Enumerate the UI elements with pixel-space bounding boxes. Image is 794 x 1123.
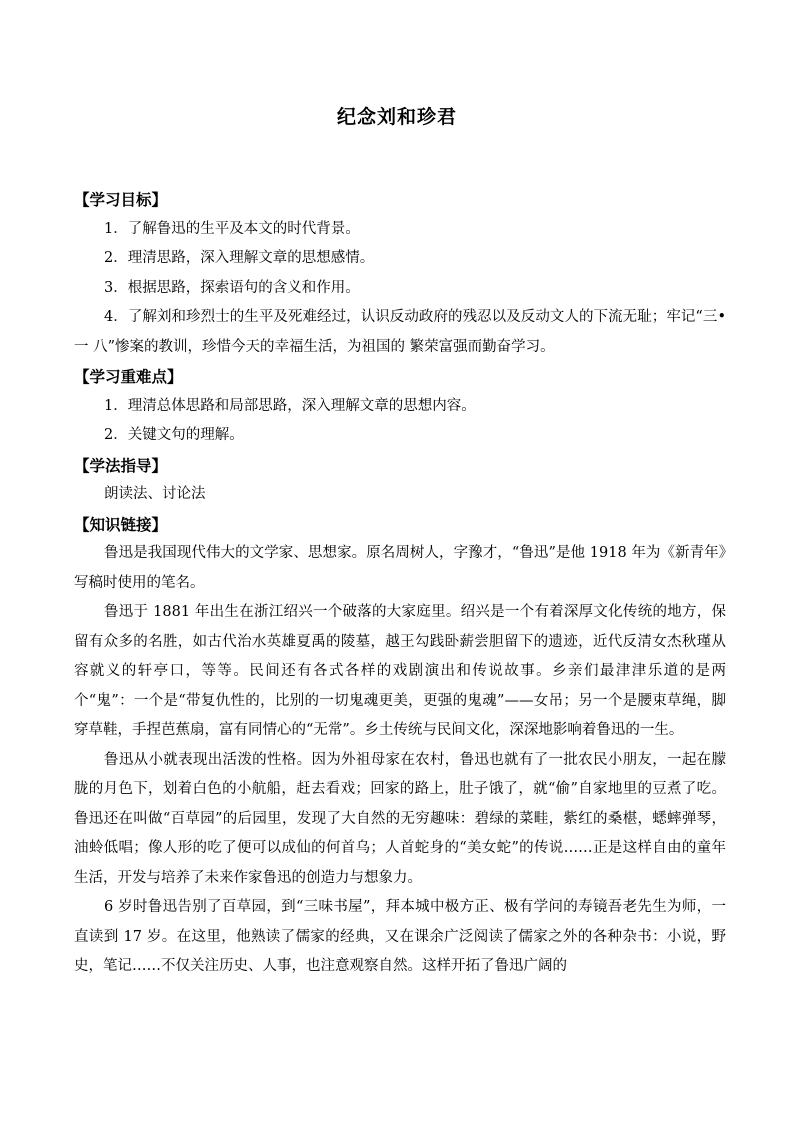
goal-item: 3．根据思路，探索语句的含义和作用。 — [104, 279, 360, 296]
knowledge-paragraph: 鲁迅于 1881 年出生在浙江绍兴一个破落的大家庭里。绍兴是一个有着深厚文化传统的地方，保留有众多的名胜，如古代治水英雄夏禹的陵墓，越王勾践卧薪尝胆留下的遗迹，近代反清女杰秋瑾从容就义的轩亭口，等等。民间还有各式各样的戏剧演出和传说故事。乡亲们最津津乐道的是两个“鬼”：一个是“带复仇性的，比别的一切鬼魂更美，更强的鬼魂”——女吊；另一个是腰束草绳，脚穿草鞋，手捏芭蕉扇，富有同情心的“无常”。乡土传统与民间文化，深深地影响着鲁迅的一生。 — [74, 604, 726, 738]
knowledge-paragraph: 6 岁时鲁迅告别了百草园，到“三味书屋”，拜本城中极方正、极有学问的寿镜吾老先生为师，一直读到 17 岁。在这里，他熟读了儒家的经典，又在课余广泛阅读了儒家之外的各种杂书：小说，野史，笔记……不仅关注历史、人事，也注意观察自然。这样开拓了鲁迅广阔的 — [74, 899, 726, 974]
knowledge-paragraph: 鲁迅是我国现代伟大的文学家、思想家。原名周树人，字豫才，“鲁迅”是他 1918 年为《新青年》写稿时使用的笔名。 — [74, 545, 726, 591]
section-heading-knowledge: 【知识链接】 — [74, 514, 168, 534]
knowledge-paragraph: 鲁迅从小就表现出活泼的性格。因为外祖母家在农村，鲁迅也就有了一批农民小朋友，一起在朦胧的月色下，划着白色的小航船，赶去看戏；回家的路上，肚子饿了，就“偷”自家地里的豆煮了吃。鲁迅还在叫做“百草园”的后园里，发现了大自然的无穷趣味：碧绿的菜畦，紫红的桑椹，蟋蟀弹琴，油蛉低唱；像人形的吃了便可以成仙的何首乌；人首蛇身的“美女蛇”的传说……正是这样自由的童年生活，开发与培养了未来作家鲁迅的创造力与想象力。 — [74, 751, 726, 886]
goal-item: 2．理清思路，深入理解文章的思想感情。 — [104, 250, 375, 266]
section-heading-method: 【学法指导】 — [74, 455, 168, 475]
goal-item: 1．了解鲁迅的生平及本文的时代背景。 — [104, 220, 360, 237]
document-body — [74, 185, 726, 982]
key-point-item: 1．理清总体思路和局部思路，深入理解文章的思想内容。 — [104, 397, 476, 414]
document-title: 纪念刘和珍君 — [336, 106, 457, 128]
method-text: 朗读法、讨论法 — [104, 486, 206, 502]
goal-item: 4．了解刘和珍烈士的生平及死难经过，认识反动政府的残忍以及反动文人的下流无耻；牢记“三•一 八”惨案的教训，珍惜今天的幸福生活，为祖国的 繁荣富强而勤奋学习。 — [74, 309, 726, 355]
section-heading-goals: 【学习目标】 — [74, 190, 168, 209]
key-point-item: 2．关键文句的理解。 — [104, 427, 244, 443]
section-heading-key-points: 【学习重难点】 — [74, 367, 183, 386]
